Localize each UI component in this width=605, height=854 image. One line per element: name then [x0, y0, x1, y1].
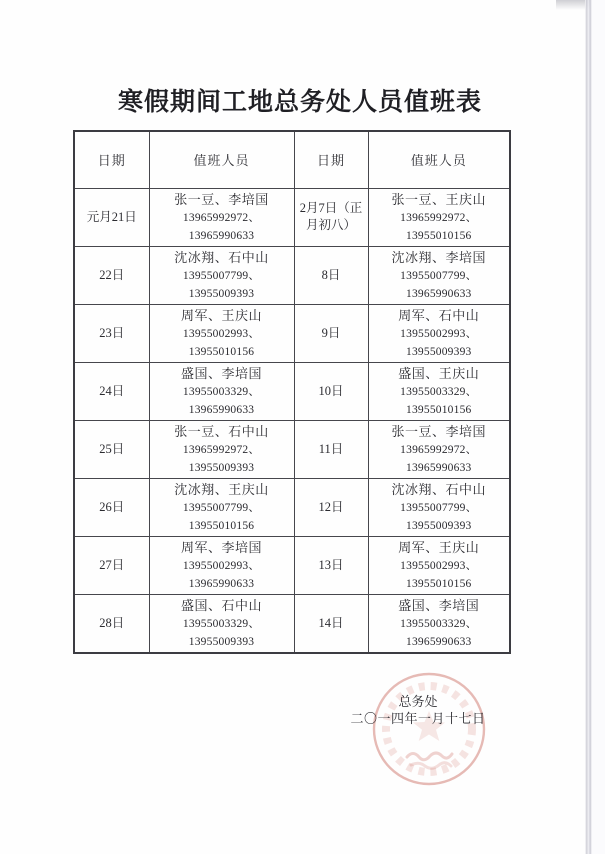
official-seal-stamp-icon — [371, 671, 487, 787]
staff-phones: 13965992972、13965990633 — [182, 211, 261, 242]
staff-names: 周军、石中山 — [398, 307, 480, 323]
staff-phones: 13955003329、13965990633 — [182, 385, 261, 416]
staff-names: 沈冰翔、石中山 — [174, 249, 269, 265]
staff-names: 张一豆、王庆山 — [391, 191, 486, 207]
staff-phones: 13955007799、13955009393 — [182, 269, 261, 300]
table-row — [74, 594, 510, 653]
date-cell-right: 10日 — [294, 362, 368, 420]
staff-names: 盛国、李培国 — [180, 365, 262, 381]
table-row — [74, 304, 510, 362]
scan-edge-line — [585, 0, 592, 854]
date-cell-left: 26日 — [74, 478, 149, 536]
date-cell-right: 13日 — [294, 536, 368, 594]
header-staff-right: 值班人员 — [368, 131, 510, 188]
table-row — [74, 188, 510, 246]
staff-cell-right — [368, 536, 510, 594]
date-cell-left: 27日 — [74, 536, 149, 594]
staff-phones: 13955002993、13955010156 — [400, 559, 478, 590]
staff-phones: 13955007799、13955009393 — [400, 501, 478, 532]
staff-names: 张一豆、石中山 — [174, 423, 269, 439]
date-cell-left: 23日 — [74, 304, 149, 362]
date-cell-left: 24日 — [74, 362, 149, 420]
date-cell-left: 元月21日 — [74, 188, 149, 246]
staff-phones: 13955002993、13955009393 — [400, 327, 478, 358]
duty-roster-table — [73, 130, 511, 654]
staff-phones: 13955007799、13955010156 — [182, 501, 261, 532]
staff-cell-left — [149, 304, 294, 362]
staff-cell-right — [368, 420, 510, 478]
staff-cell-right — [368, 594, 510, 653]
date-cell-left: 28日 — [74, 594, 149, 653]
table-row — [74, 420, 510, 478]
staff-names: 盛国、石中山 — [180, 597, 262, 613]
table-row — [74, 246, 510, 304]
staff-phones: 13955007799、13965990633 — [400, 269, 478, 300]
staff-cell-right — [368, 246, 510, 304]
date-cell-right: 11日 — [294, 420, 368, 478]
staff-names: 张一豆、李培国 — [174, 191, 269, 207]
signing-date: 二〇一四年一月十七日 — [350, 711, 486, 726]
staff-phones: 13965992972、13965990633 — [400, 443, 478, 474]
staff-names: 周军、王庆山 — [398, 539, 480, 555]
signing-department: 总务处 — [398, 694, 438, 709]
table-header-row — [74, 131, 510, 188]
page-title: 寒假期间工地总务处人员值班表 — [117, 88, 482, 116]
staff-phones: 13955002993、13965990633 — [182, 559, 261, 590]
staff-names: 周军、王庆山 — [180, 307, 262, 323]
staff-phones: 13955002993、13955010156 — [182, 327, 261, 358]
staff-cell-right — [368, 304, 510, 362]
date-cell-right: 12日 — [294, 478, 368, 536]
staff-cell-right — [368, 362, 510, 420]
staff-cell-right — [368, 478, 510, 536]
staff-names: 盛国、李培国 — [398, 597, 480, 613]
table-row — [74, 536, 510, 594]
header-date-right: 日期 — [294, 131, 368, 188]
staff-cell-left — [149, 246, 294, 304]
staff-names: 盛国、王庆山 — [398, 365, 480, 381]
staff-names: 沈冰翔、石中山 — [391, 481, 486, 497]
staff-cell-left — [149, 420, 294, 478]
date-cell-right: 9日 — [294, 304, 368, 362]
header-date-left: 日期 — [74, 131, 149, 188]
staff-names: 沈冰翔、李培国 — [391, 249, 486, 265]
staff-cell-left — [149, 188, 294, 246]
staff-cell-right — [368, 188, 510, 246]
staff-names: 周军、李培国 — [180, 539, 262, 555]
date-cell-left: 22日 — [74, 246, 149, 304]
date-cell-right: 2月7日（正月初八） — [294, 188, 368, 246]
signature-block — [328, 694, 508, 727]
staff-phones: 13965992972、13955010156 — [400, 211, 478, 242]
date-cell-right: 14日 — [294, 594, 368, 653]
date-cell-right: 8日 — [294, 246, 368, 304]
staff-names: 沈冰翔、王庆山 — [174, 481, 269, 497]
staff-cell-left — [149, 478, 294, 536]
staff-phones: 13965992972、13955009393 — [182, 443, 261, 474]
staff-phones: 13955003329、13955009393 — [182, 617, 261, 648]
staff-cell-left — [149, 594, 294, 653]
staff-cell-left — [149, 536, 294, 594]
table-row — [74, 478, 510, 536]
date-cell-left: 25日 — [74, 420, 149, 478]
header-staff-left: 值班人员 — [149, 131, 294, 188]
staff-names: 张一豆、李培国 — [391, 423, 486, 439]
staff-phones: 13955003329、13965990633 — [400, 617, 478, 648]
staff-cell-left — [149, 362, 294, 420]
staff-phones: 13955003329、13955010156 — [400, 385, 478, 416]
table-row — [74, 362, 510, 420]
